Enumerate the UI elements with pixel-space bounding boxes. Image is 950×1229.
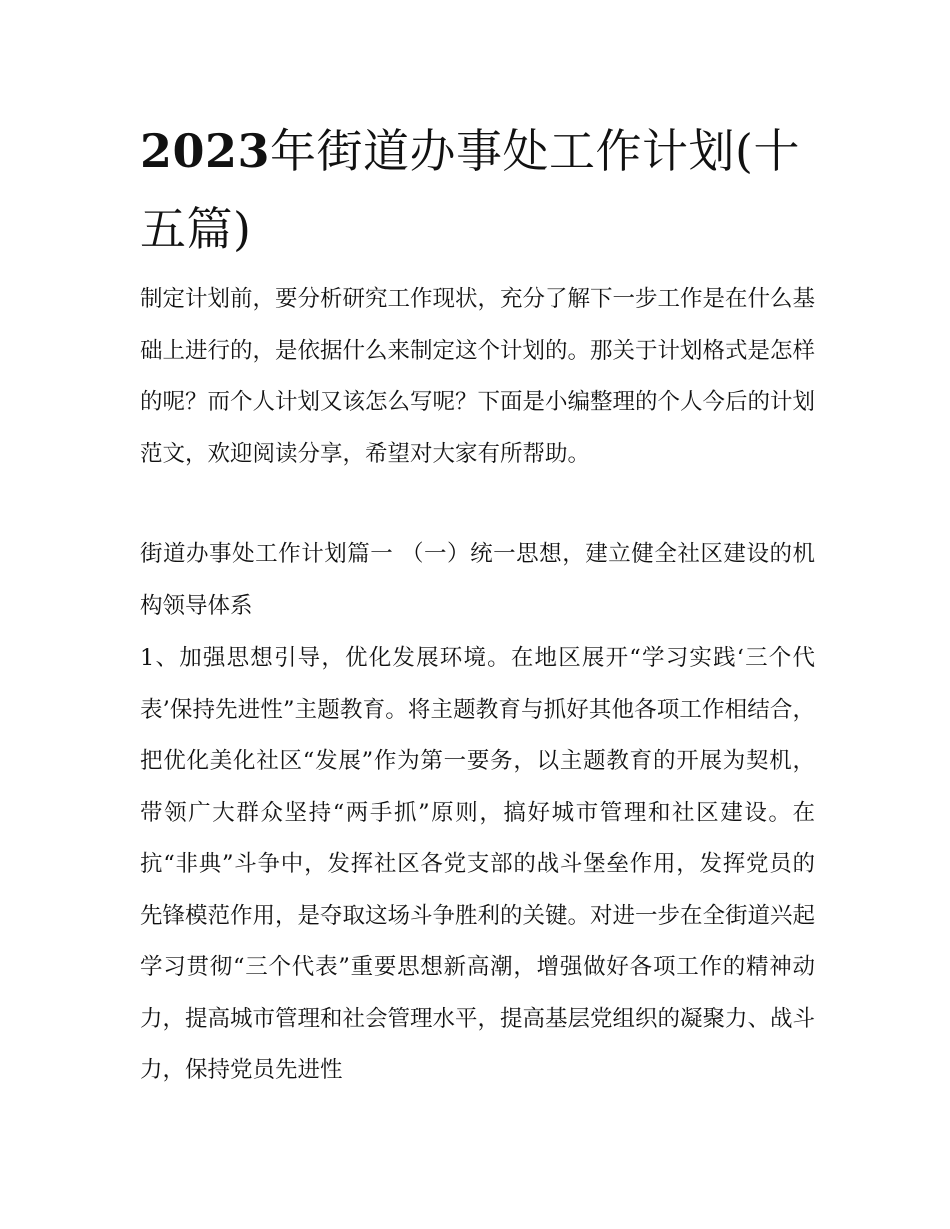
document-title xyxy=(140,112,815,268)
section-heading: 街道办事处工作计划篇一 （一）统一思想，建立健全社区建设的机构领导体系 xyxy=(140,541,815,619)
title-text: 年街道办事处工作计划(十五篇) xyxy=(140,124,800,256)
title-year: 2023 xyxy=(140,124,271,178)
item-1-paragraph: 1、加强思想引导，优化发展环境。在地区展开“学习实践‘三个代表’保持先进性”主题教育。将主题教育与抓好其他各项工作相结合，把优化美化社区“发展”作为第一要务，以主题教育的开展为契机，带领广大群众坚持“两手抓”原则，搞好城市管理和社区建设。在抗“非典”斗争中，发挥社区各党支部的战斗堡垒作用，发挥党员的先锋模范作用，是夺取这场斗争胜利的关键。对进一步在全街道兴起学习贯彻“三个代表”重要思想新高潮，增强做好各项工作的精神动力，提高城市管理和社会管理水平，提高基层党组织的凝聚力、战斗力，保持党员先进性 xyxy=(140,645,816,1083)
intro-paragraph: 制定计划前，要分析研究工作现状，充分了解下一步工作是在什么基础上进行的，是依据什么来制定这个计划的。那关于计划格式是怎样的呢？而个人计划又该怎么写呢？下面是小编整理的个人今后的计划范文，欢迎阅读分享，希望对大家有所帮助。 xyxy=(140,286,816,467)
